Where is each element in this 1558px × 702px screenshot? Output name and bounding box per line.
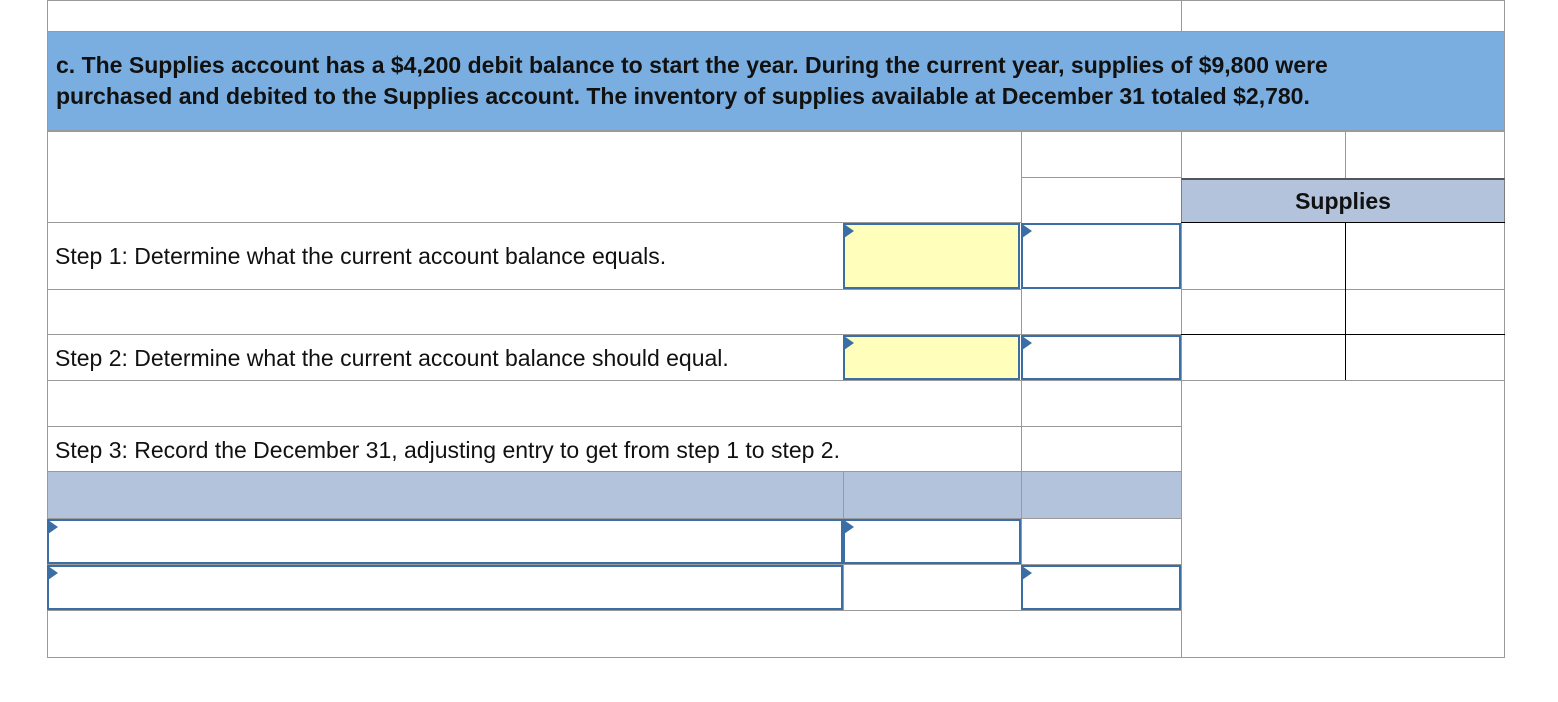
journal-row-2-credit-marker-icon [1022,566,1032,580]
journal-row-2-credit-input[interactable] [1021,565,1181,610]
step-2-side-input[interactable] [1021,335,1181,380]
step-2-side-marker-icon [1022,336,1032,350]
grid-line [47,131,1505,132]
step-2-label: Step 2: Determine what the current account balance should equal. [55,345,729,371]
grid-line [47,426,1181,427]
grid-line [47,380,1181,381]
step-2-amount-input[interactable] [843,335,1020,380]
journal-header-debit [844,472,1021,518]
journal-row-2-account-marker-icon [48,566,58,580]
journal-row-2-account-input[interactable] [47,565,843,610]
t-account-divider [1345,223,1346,380]
journal-row-1-debit-marker-icon [844,520,854,534]
frame-top-line [47,0,1505,1]
step-2-amount-marker-icon [844,336,854,350]
grid-line [1021,177,1181,178]
step-1-side-marker-icon [1022,224,1032,238]
journal-row-1-account-marker-icon [48,520,58,534]
step-1-side-input[interactable] [1021,223,1181,289]
grid-line [47,610,1181,611]
t-account-title: Supplies [1181,178,1505,223]
grid-line [47,289,1021,290]
journal-header-account [48,472,843,518]
step-1-amount-marker-icon [844,224,854,238]
journal-row-1-account-input[interactable] [47,519,843,564]
grid-line [47,657,1505,658]
step-3-label: Step 3: Record the December 31, adjusting entry to get from step 1 to step 2. [55,437,840,463]
step-1-label: Step 1: Determine what the current account balance equals. [55,243,667,269]
t-account-line [1181,289,1505,290]
t-account-line [1181,222,1505,223]
journal-row-1-debit-input[interactable] [843,519,1021,564]
problem-text-line-1: c. The Supplies account has a $4,200 debit balance to start the year. During the current year, supplies of $9,800 were [56,52,1328,78]
t-account-line [1181,334,1505,335]
journal-header-credit [1022,472,1181,518]
problem-statement [47,31,1505,131]
top-cell-divider [1181,0,1182,31]
step-1-amount-input[interactable] [843,223,1020,289]
grid-line [1345,131,1346,178]
problem-text-line-2: purchased and debited to the Supplies account. The inventory of supplies available at December 31 totaled $2,780. [56,83,1310,109]
t-account-line [1181,380,1505,381]
